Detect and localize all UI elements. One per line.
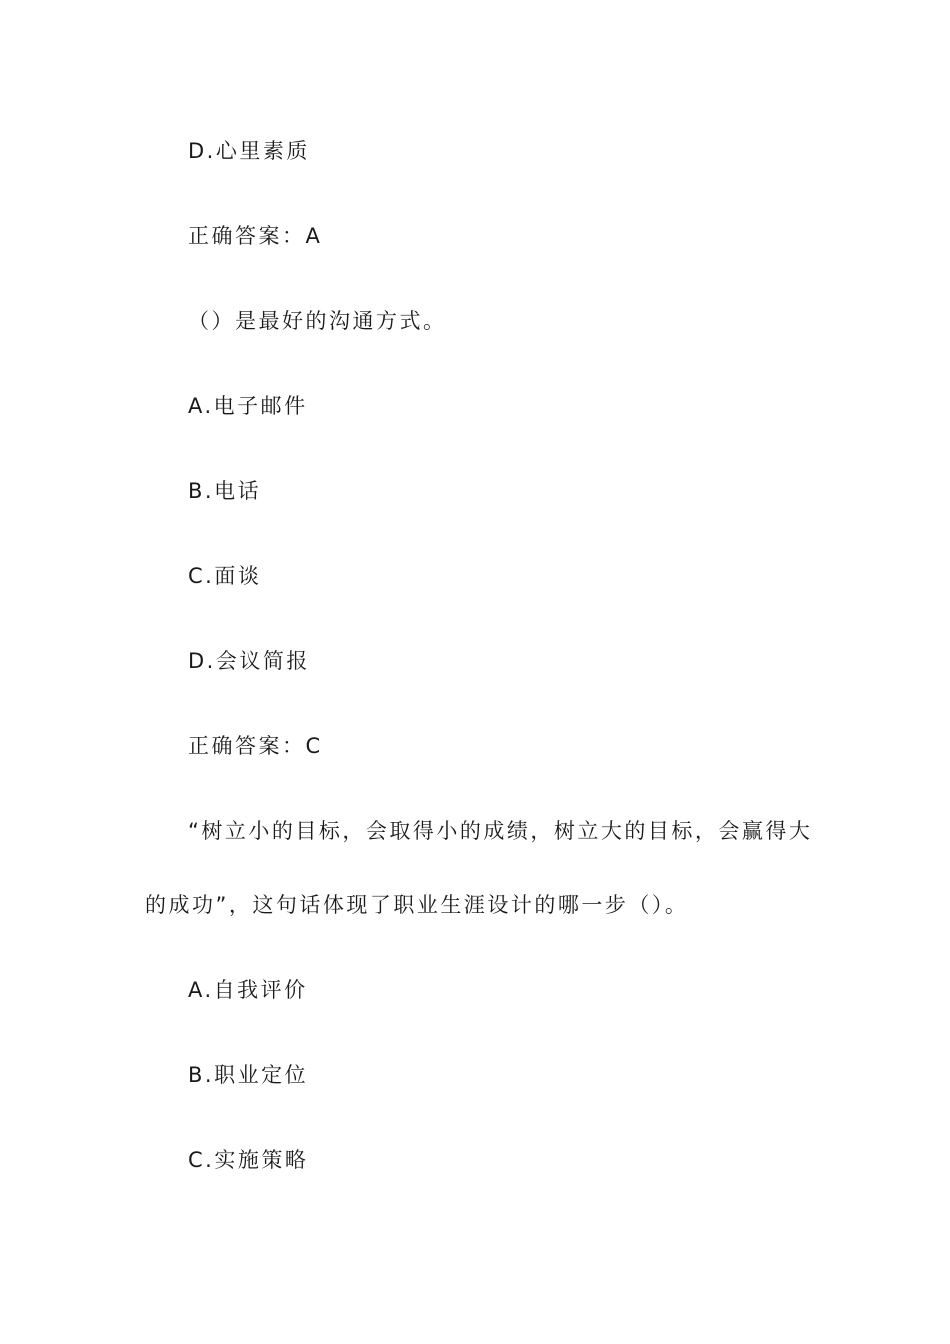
answer-previous: 正确答案：A (188, 224, 323, 248)
option-a-email: A.电子邮件 (188, 394, 308, 418)
option-d-previous: D.心里素质 (188, 139, 310, 163)
option-b-phone: B.电话 (188, 479, 262, 503)
option-c-implementation-strategy: C.实施策略 (188, 1148, 309, 1172)
option-c-interview: C.面谈 (188, 564, 262, 588)
question-career-line-2: 的成功”，这句话体现了职业生涯设计的哪一步（）。 (145, 893, 689, 917)
option-a-self-evaluation: A.自我评价 (188, 978, 308, 1002)
question-communication: （）是最好的沟通方式。 (188, 309, 447, 333)
option-d-briefing: D.会议简报 (188, 649, 310, 673)
answer-communication: 正确答案：C (188, 734, 323, 758)
option-b-career-positioning: B.职业定位 (188, 1063, 309, 1087)
question-career-line-1: “树立小的目标，会取得小的成绩，树立大的目标，会赢得大 (188, 819, 813, 843)
